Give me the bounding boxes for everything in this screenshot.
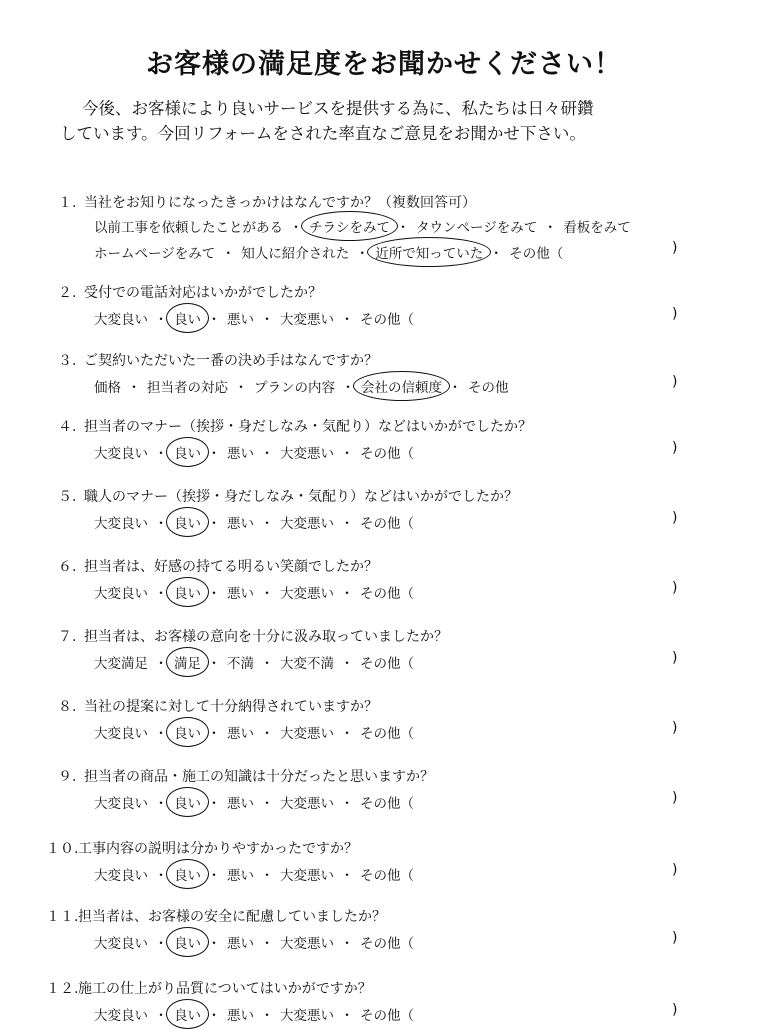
option-separator: ・ [260, 936, 274, 952]
answer-option-selected[interactable]: 良い [172, 1004, 203, 1024]
closing-paren: ) [672, 862, 678, 878]
answer-option[interactable]: 悪い [227, 312, 254, 328]
option-separator: ・ [154, 868, 168, 884]
question-number: ６. [58, 559, 77, 575]
answer-option[interactable]: 大変悪い [280, 1008, 334, 1024]
answer-option[interactable]: 担当者の対応 [147, 380, 228, 396]
closing-paren: ) [672, 790, 678, 806]
answer-option[interactable]: 悪い [227, 586, 254, 602]
question-number: １１. [46, 909, 79, 925]
answer-options [92, 792, 416, 812]
option-separator: ・ [340, 868, 354, 884]
question-text-line [58, 486, 518, 506]
option-separator: ・ [260, 312, 274, 328]
answer-option[interactable]: 大変良い [94, 586, 148, 602]
closing-paren: ) [672, 1002, 678, 1018]
answer-option[interactable]: 大変良い [94, 1008, 148, 1024]
question-number: ４. [58, 419, 77, 435]
closing-paren: ) [672, 580, 678, 596]
option-separator: ・ [340, 446, 354, 462]
question-text-line [46, 978, 372, 998]
question-text: 受付での電話対応はいかがでしたか？ [84, 285, 322, 301]
answer-option[interactable]: 大変悪い [280, 868, 334, 884]
answer-options [92, 864, 416, 884]
option-separator: ・ [260, 516, 274, 532]
answer-option-selected[interactable]: 会社の信頼度 [359, 376, 444, 396]
option-separator: ・ [127, 380, 141, 396]
answer-option-selected[interactable]: 良い [172, 792, 203, 812]
question-text: 当社の提案に対して十分納得されていますか？ [84, 699, 378, 715]
answer-option[interactable]: 看板をみて [563, 220, 631, 236]
question-text: 担当者は、お客様の意向を十分に汲み取っていましたか？ [84, 629, 448, 645]
option-separator: ・ [260, 446, 274, 462]
question-text: 施工の仕上がり品質についてはいかがですか？ [78, 981, 372, 997]
answer-option-selected[interactable]: チラシをみて [307, 216, 392, 236]
option-separator: ・ [260, 656, 274, 672]
question-number: ３. [58, 353, 77, 369]
answer-option[interactable]: 大変悪い [280, 726, 334, 742]
question-number: １. [58, 195, 77, 211]
question-text-line [58, 416, 532, 436]
answer-option-selected[interactable]: 良い [172, 722, 203, 742]
answer-options [92, 722, 416, 742]
answer-option[interactable]: 大変良い [94, 516, 148, 532]
option-separator: ・ [340, 936, 354, 952]
answer-option-selected[interactable]: 良い [172, 864, 203, 884]
option-separator: ・ [355, 246, 369, 262]
option-separator: ・ [489, 246, 503, 262]
answer-option[interactable]: 悪い [227, 516, 254, 532]
option-separator: ・ [543, 220, 557, 236]
answer-option[interactable]: 大変良い [94, 936, 148, 952]
answer-option[interactable]: その他（ [360, 726, 414, 742]
answer-option[interactable]: その他（ [360, 936, 414, 952]
answer-option-selected[interactable]: 良い [172, 512, 203, 532]
option-separator: ・ [154, 1008, 168, 1024]
closing-paren: ) [672, 650, 678, 666]
question-number: ２. [58, 285, 77, 301]
option-separator: ・ [207, 516, 221, 532]
answer-option[interactable]: 大変良い [94, 796, 148, 812]
option-separator: ・ [154, 586, 168, 602]
question-text: 工事内容の説明は分かりやすかったですか？ [78, 841, 358, 857]
answer-option[interactable]: 悪い [227, 1008, 254, 1024]
option-separator: ・ [207, 586, 221, 602]
option-separator: ・ [154, 446, 168, 462]
answer-option-selected[interactable]: 良い [172, 582, 203, 602]
survey-title: お客様の満足度をお聞かせください！ [146, 49, 622, 80]
question-text-line [58, 766, 434, 786]
option-separator: ・ [340, 312, 354, 328]
option-separator: ・ [341, 380, 355, 396]
question-text: 担当者は、お客様の安全に配慮していましたか？ [78, 909, 386, 925]
option-separator: ・ [340, 1008, 354, 1024]
answer-option[interactable]: プランの内容 [254, 380, 335, 396]
answer-option[interactable]: その他 [468, 380, 509, 396]
option-separator: ・ [340, 796, 354, 812]
question-text: 担当者の商品・施工の知識は十分だったと思いますか？ [84, 769, 434, 785]
option-separator: ・ [234, 380, 248, 396]
answer-option[interactable]: 知人に紹介された [241, 246, 350, 262]
answer-option[interactable]: 悪い [227, 726, 254, 742]
option-separator: ・ [340, 586, 354, 602]
question-text: ご契約いただいた一番の決め手はなんですか？ [84, 353, 378, 369]
question-text-line [58, 696, 378, 716]
closing-paren: ) [672, 374, 678, 390]
closing-paren: ) [672, 930, 678, 946]
option-separator: ・ [154, 796, 168, 812]
option-separator: ・ [221, 246, 235, 262]
closing-paren: ) [672, 240, 678, 256]
answer-option[interactable]: 大変悪い [280, 446, 334, 462]
option-separator: ・ [448, 380, 462, 396]
answer-options [92, 512, 416, 532]
answer-options [92, 442, 416, 462]
closing-paren: ) [672, 440, 678, 456]
intro-line-1: 今後、お客様により良いサービスを提供する為に、私たちは日々研鑽 [82, 99, 594, 118]
answer-option-selected[interactable]: 近所で知っていた [373, 242, 485, 262]
question-number: １０. [46, 841, 79, 857]
option-separator: ・ [340, 726, 354, 742]
answer-option[interactable]: ホームページをみて [94, 246, 216, 262]
question-text-line [58, 350, 378, 370]
option-separator: ・ [207, 446, 221, 462]
answer-option[interactable]: 悪い [227, 936, 254, 952]
option-separator: ・ [396, 220, 410, 236]
question-number: １２. [46, 981, 79, 997]
question-text-line [58, 192, 476, 212]
answer-option[interactable]: 大変良い [94, 446, 148, 462]
answer-option[interactable]: 以前工事を依頼したことがある [94, 220, 283, 236]
answer-option[interactable]: その他（ [360, 868, 414, 884]
answer-option[interactable]: タウンページをみて [416, 220, 538, 236]
option-separator: ・ [154, 936, 168, 952]
closing-paren: ) [672, 720, 678, 736]
question-text-line [46, 906, 386, 926]
answer-option[interactable]: 価格 [94, 380, 121, 396]
option-separator: ・ [154, 312, 168, 328]
option-separator: ・ [154, 726, 168, 742]
option-separator: ・ [260, 726, 274, 742]
closing-paren: ) [672, 306, 678, 322]
answer-option[interactable]: 大変悪い [280, 516, 334, 532]
answer-option[interactable]: 悪い [227, 868, 254, 884]
option-separator: ・ [207, 796, 221, 812]
option-separator: ・ [260, 586, 274, 602]
answer-option[interactable]: 大変良い [94, 726, 148, 742]
answer-option-selected[interactable]: 満足 [172, 652, 203, 672]
question-text-line [58, 556, 378, 576]
answer-option[interactable]: 大変良い [94, 312, 148, 328]
answer-option[interactable]: 大変悪い [280, 586, 334, 602]
option-separator: ・ [260, 796, 274, 812]
option-separator: ・ [207, 868, 221, 884]
question-text-line [46, 838, 358, 858]
option-separator: ・ [340, 656, 354, 672]
answer-option[interactable]: その他（ [360, 516, 414, 532]
intro-line-2: しています。今回リフォームをされた率直なご意見をお聞かせ下さい。 [60, 124, 586, 143]
question-text: 職人のマナー（挨拶・身だしなみ・気配り）などはいかがでしたか？ [84, 489, 518, 505]
answer-options [92, 242, 565, 262]
option-separator: ・ [207, 656, 221, 672]
answer-option[interactable]: 大変満足 [94, 656, 148, 672]
answer-option[interactable]: その他（ [360, 796, 414, 812]
answer-option[interactable]: 大変悪い [280, 936, 334, 952]
answer-option[interactable]: 大変悪い [280, 312, 334, 328]
question-number: ５. [58, 489, 77, 505]
question-text-line [58, 626, 448, 646]
closing-paren: ) [672, 510, 678, 526]
answer-option[interactable]: 大変悪い [280, 796, 334, 812]
answer-options [92, 216, 633, 236]
option-separator: ・ [340, 516, 354, 532]
answer-option-selected[interactable]: 良い [172, 932, 203, 952]
question-number: ７. [58, 629, 77, 645]
question-text: 担当者は、好感の持てる明るい笑顔でしたか？ [84, 559, 378, 575]
option-separator: ・ [207, 936, 221, 952]
answer-option[interactable]: その他（ [360, 586, 414, 602]
option-separator: ・ [207, 312, 221, 328]
intro-text [60, 96, 740, 146]
answer-option[interactable]: その他（ [509, 246, 564, 262]
answer-option[interactable]: その他（ [360, 656, 414, 672]
answer-options [92, 1004, 416, 1024]
answer-option-selected[interactable]: 良い [172, 442, 203, 462]
option-separator: ・ [260, 1008, 274, 1024]
option-separator: ・ [154, 516, 168, 532]
question-text: 当社をお知りになったきっかけはなんですか？（複数回答可） [84, 195, 476, 211]
answer-option[interactable]: 大変良い [94, 868, 148, 884]
answer-options [92, 582, 416, 602]
question-text: 担当者のマナー（挨拶・身だしなみ・気配り）などはいかがでしたか？ [84, 419, 532, 435]
option-separator: ・ [289, 220, 303, 236]
question-text-line [58, 282, 322, 302]
answer-option[interactable]: 悪い [227, 796, 254, 812]
answer-options [92, 308, 416, 328]
answer-option[interactable]: 悪い [227, 446, 254, 462]
answer-option[interactable]: その他（ [360, 446, 414, 462]
question-number: ９. [58, 769, 77, 785]
answer-option[interactable]: 大変不満 [280, 656, 334, 672]
option-separator: ・ [260, 868, 274, 884]
option-separator: ・ [154, 656, 168, 672]
answer-options [92, 652, 416, 672]
answer-options [92, 376, 511, 396]
answer-option[interactable]: 不満 [227, 656, 254, 672]
option-separator: ・ [207, 726, 221, 742]
option-separator: ・ [207, 1008, 221, 1024]
answer-option[interactable]: その他（ [360, 1008, 414, 1024]
answer-options [92, 932, 416, 952]
question-number: ８. [58, 699, 77, 715]
answer-option-selected[interactable]: 良い [172, 308, 203, 328]
answer-option[interactable]: その他（ [360, 312, 414, 328]
